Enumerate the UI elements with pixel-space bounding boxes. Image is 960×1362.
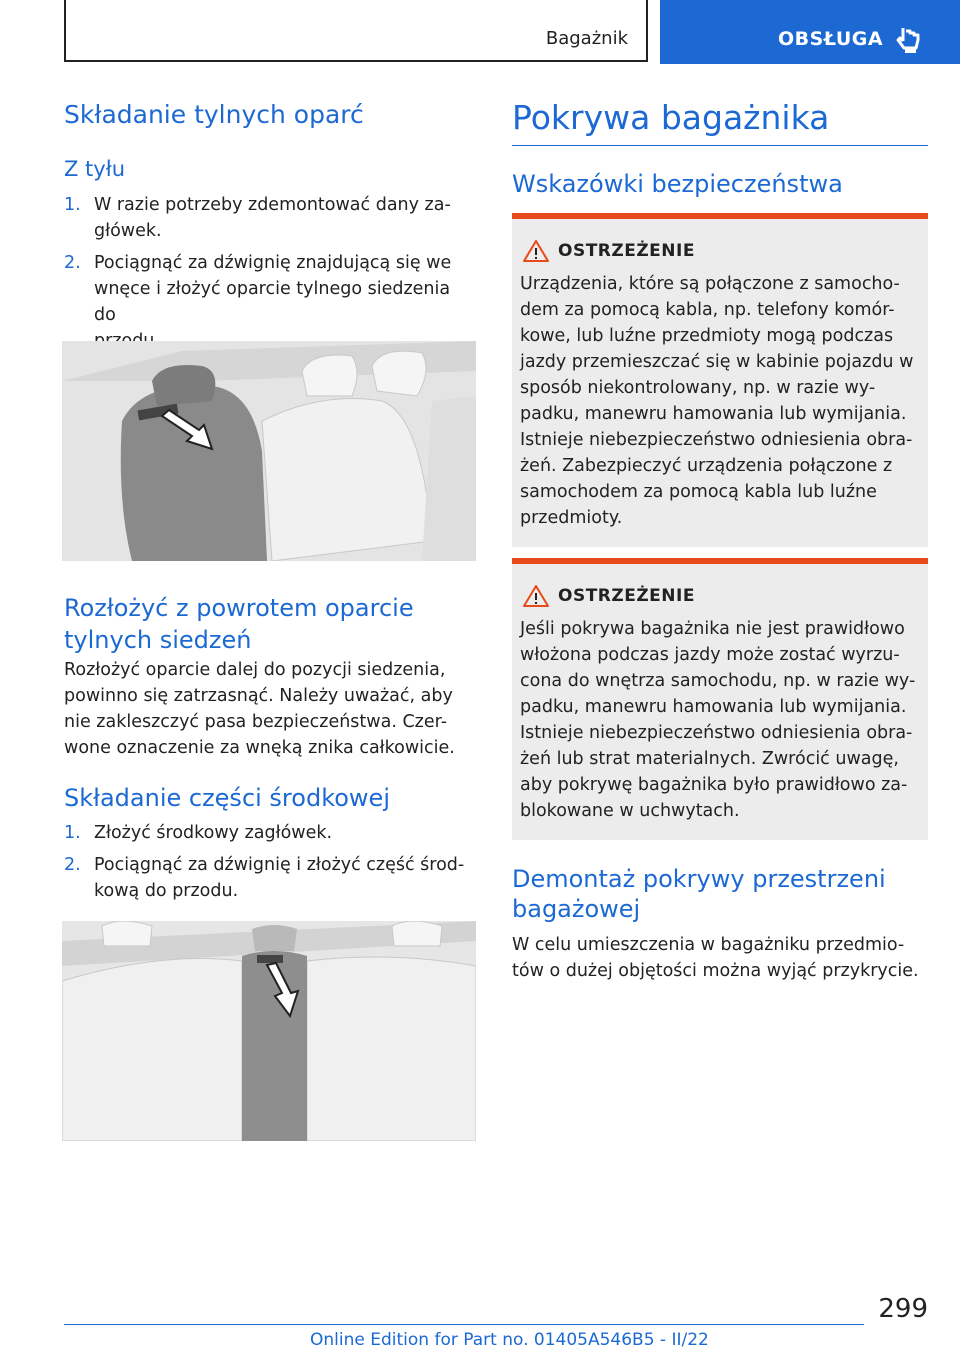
warning-title: OSTRZEŻENIE [558,586,695,606]
footer-rule [64,1324,864,1325]
step-number: 2. [64,855,81,875]
step-text: Pociągnąć za dźwignię znajdującą się we wnęce i złożyć oparcie tylnego siedzenia do [94,253,452,325]
step-number: 1. [64,195,81,215]
warning-box-1 [512,213,928,547]
seat-illustration-2 [62,921,476,1141]
hand-pointer-icon [896,26,922,54]
heading-safety: Wskazówki bezpieczeństwa [512,170,843,198]
step-number: 2. [64,253,81,273]
heading-fold-backrests: Składanie tylnych oparć [64,100,364,129]
header-section-title: Bagażnik [545,28,628,49]
warning-title: OSTRZEŻENIE [558,241,695,261]
heading-trunk-lid: Pokrywa bagażnika [512,98,830,137]
heading-rule [512,145,928,146]
remove-cover-paragraph: W celu umieszczenia w bagażniku przedmio- tów o dużej objętości można wyjąć przykrycie. [512,935,919,981]
header-chapter-label: OBSŁUGA [778,28,884,50]
heading-unfold-backrests: Rozłożyć z powrotem oparcie tylnych siedzeń [64,594,414,654]
header-chapter-tab[interactable] [660,0,960,64]
warning-text: Jeśli pokrywa bagażnika nie jest prawidłowo włożona podczas jazdy może zostać wyrzu- cona do wnętrza samochodu, np. w razie wy- padku, manewru hamowania lub wymijania. Istnieje niebezpieczeństwo odniesienia obra- żeń lub strat materialnych. Zwrócić uwagę, aby pokrywę bagażnika było prawidłowo za- blokowane w uchwytach. [520,619,916,821]
heading-remove-cover: Demontaż pokrywy przestrzeni bagażowej [512,865,886,923]
unfold-paragraph: Rozłożyć oparcie dalej do pozycji siedzenia, powinno się zatrzasnąć. Należy uważać, aby nie zakleszczyć pasa bezpieczeństwa. Czer- wone oznaczenie za wnęką znika całkowicie. [64,660,455,758]
rear-seat-backrest-photo [62,341,476,561]
warning-text: Urządzenia, które są połączone z samocho- dem za pomocą kabla, np. telefony komór- kowe, lub luźne przedmioty mogą podczas jazdy przemieszczać się w kabinie pojazdu w sposób niekontrolowany, np. w razie wy- padku, manewru hamowania lub wymijania. Istnieje niebezpieczeństwo odniesienia obra- żeń. Zabezpieczyć urządzenia połączone z samochodem za pomocą kabla lub luźne przedmioty. [520,274,914,528]
page-number: 299 [878,1294,928,1324]
step-number: 1. [64,823,81,843]
step-text: W razie potrzeby zdemontować dany za- główek. [94,195,451,241]
heading-rear: Z tyłu [64,157,126,181]
heading-fold-middle: Składanie części środkowej [64,784,390,812]
warning-box-2 [512,558,928,840]
seat-illustration-1 [62,341,476,561]
footer-edition: Online Edition for Part no. 01405A546B5 - II/22 [310,1330,709,1350]
header-section-box [64,0,648,62]
step-text: Złożyć środkowy zagłówek. [94,823,333,843]
middle-seat-photo [62,921,476,1141]
warning-triangle-icon [522,239,550,263]
warning-triangle-icon [522,584,550,608]
step-text: Pociągnąć za dźwignię i złożyć część środ- kową do przodu. [94,855,465,901]
